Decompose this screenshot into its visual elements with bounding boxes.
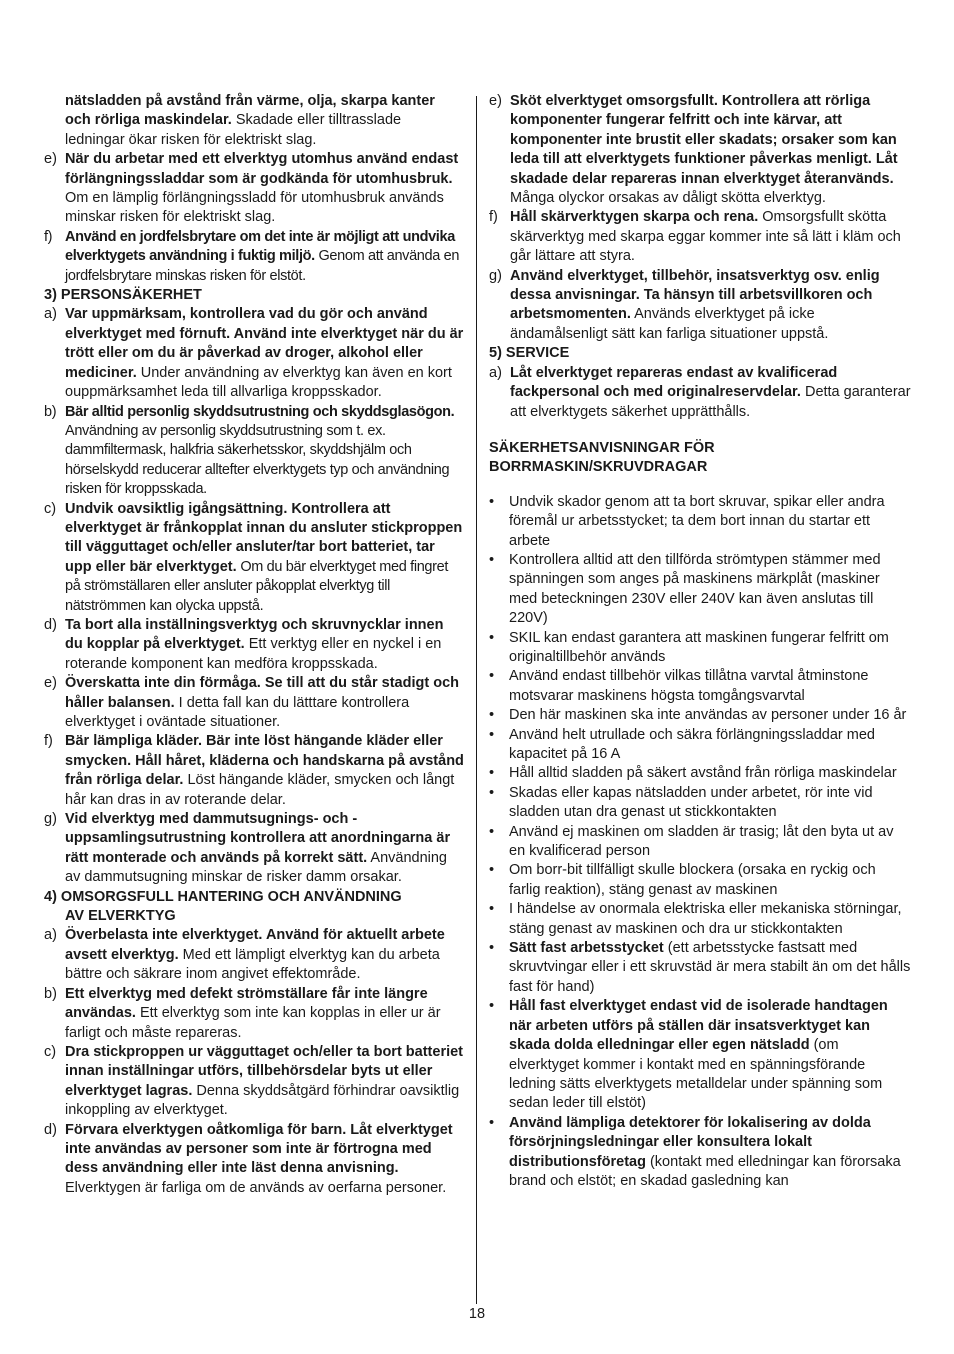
item-text: Elverktygen är farliga om de används av oerfarna personer. (65, 1179, 447, 1196)
bullet-text: Kontrollera alltid att den tillförda strömtypen stämmer med spänningen som anges på maskinens märkplåt (maskiner med beteckningen 230V eller 240V kan även anslutas till 220V) (509, 551, 881, 627)
personal-safety-item-f (44, 732, 464, 810)
bullet-item (489, 551, 911, 629)
item-marker: c) (44, 500, 57, 517)
page-number: 18 (468, 1306, 486, 1322)
item-marker: a) (44, 306, 57, 323)
item-marker: e) (44, 675, 57, 692)
item-text: Löst hängande kläder, smycken och långt hår kan dras in av roterande delar. (65, 772, 455, 808)
bullet-item (489, 861, 911, 900)
service-item-a (489, 364, 911, 422)
item-marker: g) (44, 811, 57, 828)
electrical-safety-item-f (44, 228, 464, 286)
bullet-text: Använd endast tillbehör vilkas tillåtna varvtal åtminstone motsvarar maskinens högsta tomgångsvarvtal (509, 668, 869, 704)
bullet-icon: • (489, 707, 495, 724)
item-marker: e) (489, 93, 502, 109)
bullet-icon: • (489, 823, 495, 840)
item-bold-text: När du arbetar med ett elverktyg utomhus använd endast förlängningssladdar som är godkända för utomhusbruk. (65, 151, 459, 187)
tool-use-item-e (489, 92, 911, 208)
heading-line: SÄKERHETSANVISNINGAR FÖR (489, 439, 715, 456)
item-text: Omsorgsfullt skötta skärverktyg med skarpa eggar kommer inte så lätt i kläm och går lättare att styra. (510, 209, 901, 265)
bullet-item (489, 667, 911, 706)
section-heading-drill-safety (489, 439, 911, 478)
item-marker: d) (44, 616, 57, 633)
item-text: Används elverktyget på icke ändamålsenligt sätt kan farliga situationer uppstå. (510, 306, 829, 342)
bullet-icon: • (489, 726, 495, 743)
item-bold-text: Sköt elverktyget omsorgsfullt. Kontrollera att rörliga komponenter fungerar felfritt och inte kärvar, att komponenter inte brustit eller skadats; orsaker som kan leda till att elverktygets funktioner påverkas menligt. Låt skadade delar repareras innan elverktyget återanvänds. (510, 93, 898, 187)
tool-use-item-b (44, 985, 464, 1043)
tool-use-item-c (44, 1043, 464, 1121)
bullet-item (489, 823, 911, 862)
item-marker: a) (44, 927, 57, 944)
bullet-text: (kontakt med elledningar kan förorsaka brand och elstöt; en skadad gasledning kan (509, 1153, 901, 1189)
item-marker: f) (44, 228, 53, 245)
bullet-bold-text: Sätt fast arbetsstycket (509, 940, 664, 957)
item-text: I detta fall kan du lätttare kontrollera elverktyget i oväntade situationer. (65, 694, 410, 730)
item-bold-text: Vid elverktyg med dammutsugnings- och -uppsamlingsutrustning kontrollera att anordningarna är rätt monterade och används på korrekt sätt. (65, 811, 451, 866)
bullet-item (489, 706, 911, 725)
bullet-icon: • (489, 998, 495, 1015)
personal-safety-item-e (44, 674, 464, 732)
bullet-text: Om borr-bit tillfälligt skulle blockera (orsaka en ryckig och farlig reaktion), stäng genast av maskinen (509, 862, 876, 898)
item-marker: g) (489, 267, 502, 284)
heading-line: 4) OMSORGSFULL HANTERING OCH ANVÄNDNING (44, 888, 402, 905)
bullet-item (489, 1114, 911, 1192)
item-text: Genom att använda en jordfelsbrytare minskas risken för elstöt. (65, 248, 460, 284)
item-bold-text: Håll skärverktygen skarpa och rena. (510, 209, 759, 226)
item-marker: c) (44, 1043, 57, 1060)
item-bold-text: Överbelasta inte elverktyget. Använd för aktuellt arbete avsett elverktyg. (65, 927, 445, 963)
bullet-item (489, 726, 911, 765)
personal-safety-item-d (44, 616, 464, 674)
bullet-icon: • (489, 940, 495, 957)
personal-safety-item-b (44, 403, 464, 500)
item-marker: d) (44, 1121, 57, 1138)
bullet-icon: • (489, 765, 495, 782)
item-bold-text: Undvik oavsiktlig igångsättning. Kontrollera att elverktyget är frånkopplat innan du ansluter stickproppen till vägguttaget och/eller ansluter/tar bort batteriet, tar upp eller bär elverktyget. (65, 500, 463, 575)
bullet-item (489, 997, 911, 1113)
item-bold-text: Ta bort alla inställningsverktyg och skruvnycklar innen du kopplar på elverktyget. (65, 616, 444, 653)
item-marker: e) (44, 151, 57, 168)
tool-use-item-a (44, 926, 464, 984)
item-marker: f) (44, 733, 53, 750)
bullet-icon: • (489, 668, 495, 685)
tool-use-item-g (489, 267, 911, 345)
bullet-item (489, 629, 911, 668)
section-heading-service: 5) SERVICE (489, 345, 570, 362)
item-bold-text: Använd elverktyget, tillbehör, insatsverktyg osv. enlig dessa anvisningar. Ta hänsyn till arbetsvillkoren och arbetsmomenten. (510, 267, 880, 323)
section-heading-tool-use (44, 888, 464, 927)
left-column (44, 92, 464, 1198)
item-text: Många olyckor orsakas av dåligt skötta elverktyg. (510, 190, 826, 207)
item-text: Användning av personlig skyddsutrustning som t. ex. dammfiltermask, halkfria säkerhetsskor, skyddshjälm och hörselskydd reducerar alltefter elverktygets typ och användning risken för kroppsskada. (65, 422, 450, 498)
item-bold-text: Bär alltid personlig skyddsutrustning och skyddsglasögon. (65, 403, 455, 420)
personal-safety-item-a (44, 305, 464, 402)
item-bold-text: Låt elverktyget repareras endast av kvalificerad fackpersonal och med originalreservdelar. (510, 364, 838, 401)
bullet-text: SKIL kan endast garantera att maskinen fungerar felfritt om originaltillbehör används (509, 629, 889, 665)
bullet-text: Använd ej maskinen om sladden är trasig; låt den byta ut av en kvalificerad person (509, 823, 894, 860)
bullet-icon: • (489, 1114, 495, 1131)
item-bold-text: Använd en jordfelsbrytare om det inte är möjligt att undvika elverktygets användning i fuktig miljö. (65, 228, 455, 265)
heading-line: AV ELVERKTYG (65, 908, 176, 925)
item-marker: a) (489, 364, 502, 381)
bullet-bold-text: Håll fast elverktyget endast vid de isolerade handtagen när arbeten utförs på ställen där insatsverktyget kan skada dolda elledningar eller egen nätsladd (509, 998, 888, 1054)
personal-safety-item-c (44, 500, 464, 616)
item-text: Om du bär elverktyget med fingret på strömställaren eller ansluter påkopplat elverktyg till nätströmmen kan olycka uppstå. (65, 558, 448, 614)
electrical-safety-item-continued (44, 92, 464, 150)
bullet-item (489, 784, 911, 823)
item-bold-text: Var uppmärksam, kontrollera vad du gör och använd elverktyget med förnuft. Använd inte elverktyget när du är trött eller om du är påverkad av droger, alkohol eller mediciner. (65, 306, 464, 381)
item-bold-text: Ett elverktyg med defekt strömställare får inte längre användas. (65, 985, 428, 1022)
item-marker: b) (44, 403, 57, 420)
bullet-item (489, 493, 911, 551)
item-bold-text: Överskatta inte din förmåga. Se till att du står stadigt och håller balansen. (65, 675, 459, 711)
bullet-icon: • (489, 629, 495, 646)
column-divider (476, 96, 477, 1304)
tool-use-item-f (489, 208, 911, 266)
bullet-text: (om elverktyget kommer i kontakt med en spänningsförande ledning sätts elverktygets metalldelar under spänning som sedan leder till elstöt) (509, 1037, 883, 1112)
item-text: Användning av dammutsugning minskar de risker damm orsakar. (65, 849, 447, 886)
bullet-text: (ett arbetsstycke fastsatt med skruvtvingar eller i ett skruvstäd är mera stabilt än om det hålls fast för hand) (509, 940, 911, 995)
item-text: Under användning av elverktyg kan även en kort ouppmärksamhet leda till allvarliga kroppsskador. (65, 364, 452, 401)
bullet-text: I händelse av onormala elektriska eller mekaniska störningar, stäng genast av maskinen och dra ur stickkontakten (509, 901, 902, 937)
item-text: Ett elverktyg som inte kan kopplas in eller ur är farligt och måste repareras. (65, 1005, 441, 1041)
bullet-icon: • (489, 901, 495, 918)
tool-use-item-d (44, 1121, 464, 1199)
heading-line: BORRMASKIN/SKRUVDRAGAR (489, 459, 708, 476)
bullet-text: Använd helt utrullade och säkra förlängningssladdar med kapacitet på 16 A (509, 726, 875, 762)
section-heading-personal-safety: 3) PERSONSÄKERHET (44, 287, 202, 304)
personal-safety-item-g (44, 810, 464, 888)
bullet-item (489, 900, 911, 939)
bullet-icon: • (489, 551, 495, 568)
bullet-icon: • (489, 493, 495, 510)
item-bold-text: Dra stickproppen ur vägguttaget och/eller ta bort batteriet innan inställningar utförs, tillbehörsdelar byts ut eller elverktyget lagras. (65, 1043, 464, 1099)
item-text: Om en lämplig förlängningssladd för utomhusbruk används minskar risken för elektriskt slag. (65, 190, 444, 226)
bullet-icon: • (489, 784, 495, 801)
drill-safety-bullet-list (489, 493, 911, 1192)
item-text: Ett verktyg eller en nyckel i en roterande komponent kan medföra kroppsskada. (65, 636, 442, 672)
item-text: Denna skyddsåtgärd förhindrar oavsiktlig inkoppling av elverktyget. (65, 1082, 460, 1119)
item-bold-text: nätsladden på avstånd från värme, olja, skarpa kanter och rörliga maskindelar. (65, 93, 435, 129)
bullet-text: Håll alltid sladden på säkert avstånd från rörliga maskindelar (509, 765, 897, 782)
bullet-item (489, 764, 911, 783)
item-bold-text: Förvara elverktygen oåtkomliga för barn. Låt elverktyget inte användas av personer som inte är förtrogna med dess användning eller inte läst denna anvisning. (65, 1121, 453, 1177)
bullet-icon: • (489, 862, 495, 879)
item-text: Med ett lämpligt elverktyg kan du arbeta bättre och säkrare inom angivet effektområde. (65, 946, 440, 983)
bullet-item (489, 939, 911, 997)
electrical-safety-item-e (44, 150, 464, 228)
right-column (489, 92, 911, 1191)
item-text: Detta garanterar att elverktygets säkerhet upprätthålls. (510, 384, 911, 420)
item-bold-text: Bär lämpliga kläder. Bär inte löst hängande kläder eller smycken. Håll håret, kläderna och handskarna på avstånd från rörliga delar. (65, 733, 464, 789)
bullet-bold-text: Använd lämpliga detektorer för lokalisering av dolda försörjningsledningar eller konsultera lokalt distributionsföretag (509, 1114, 871, 1170)
item-marker: f) (489, 209, 498, 226)
bullet-text: Den här maskinen ska inte användas av personer under 16 år (509, 707, 907, 724)
bullet-text: Skadas eller kapas nätsladden under arbetet, rör inte vid sladden utan dra genast ut stickkontakten (509, 784, 873, 821)
item-marker: b) (44, 985, 57, 1002)
bullet-text: Undvik skador genom att ta bort skruvar, spikar eller andra föremål ur arbetsstycket; ta dem bort innan du startar ett arbete (509, 493, 885, 549)
item-text: Skadade eller tilltrasslade ledningar ökar risken för elektriskt slag. (65, 112, 402, 148)
